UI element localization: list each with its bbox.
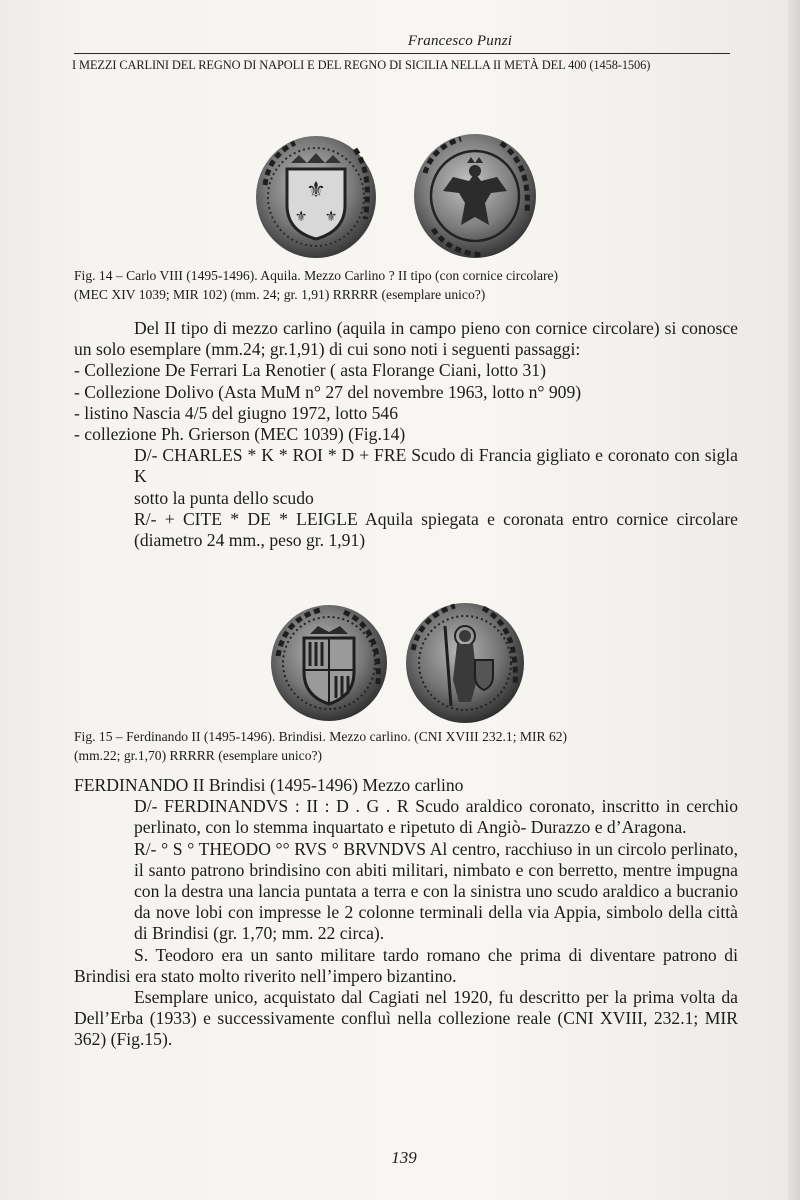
svg-text:⚜: ⚜ [306,178,326,203]
provenance-item: - collezione Ph. Grierson (MEC 1039) (Fig.14) [74,424,406,445]
fig15-caption-line1: Fig. 15 – Ferdinando II (1495-1496). Brindisi. Mezzo carlino. (CNI XVIII 232.1; MIR 62) [74,729,568,744]
fig15-caption-line2: (mm.22; gr.1,70) RRRRR (esemplare unico?) [74,748,323,763]
page-number: 139 [391,1148,417,1167]
fig15-caption [74,727,734,765]
section2-note: S. Teodoro era un santo militare tardo romano che prima di diventare patrono di Brindisi era stato molto riverito nell’impero bizantino. [74,944,738,986]
provenance-item: - listino Nascia 4/5 del giugno 1972, lotto 546 [74,402,398,423]
page-edge [788,0,800,1200]
fig15-reverse-description: R/- ° S ° THEODO °° RVS ° BRVNDVS Al centro, racchiuso in un circolo perlinato, il santo patrono brindisino con abiti militari, nimbato e con berretto, mentre impugna con la destra una lancia puntata a terra e con la sinistra uno scudo araldico a bucranio da nove lobi con impresse le 2 colonne terminali della via Appia, simbolo della città di Brindisi (gr. 1,70; mm. 22 circa). [134,838,738,944]
section1-paragraph: Del II tipo di mezzo carlino (aquila in campo pieno con cornice circolare) si conosce un solo esemplare (mm.24; gr.1,91) di cui sono noti i seguenti passaggi: [74,318,738,360]
fig14-obverse-description: D/- CHARLES * K * ROI * D + FRE Scudo di Francia gigliato e coronato con sigla K [134,445,738,487]
fig14-caption [74,266,734,304]
section2-closing: Esemplare unico, acquistato dal Cagiati nel 1920, fu descritto per la prima volta da Dell’Erba (1933) e successivamente confluì nella collezione reale (CNI XVIII, 232.1; MIR 362) (Fig.15). [74,987,738,1050]
provenance-item: - Collezione De Ferrari La Renotier ( asta Florange Ciani, lotto 31) [74,360,546,381]
running-title: I MEZZI CARLINI DEL REGNO DI NAPOLI E DEL REGNO DI SICILIA NELLA II METÀ DEL 400 (1458-1506) [72,58,651,72]
fig15-obverse-description: D/- FERDINANDVS : II : D . G . R Scudo araldico coronato, inscritto in cerchio perlinato, con lo stemma inquartato e ripetuto di Angiò- Durazzo e d’Aragona. [134,796,738,838]
running-author: Francesco Punzi [407,33,513,49]
section2-body [74,775,738,1051]
fig14-obverse-coin-image [255,135,377,259]
fig14-caption-line1: Fig. 14 – Carlo VIII (1495-1496). Aquila. Mezzo Carlino ? II tipo (con cornice circolare) [74,268,559,283]
fig14-reverse-description: R/- + CITE * DE * LEIGLE Aquila spiegata e coronata entro cornice circolare (diametro 24 mm., peso gr. 1,91) [134,508,738,551]
svg-text:⚜: ⚜ [294,209,308,225]
fig14-reverse-coin-image [413,133,537,259]
provenance-item: - Collezione Dolivo (Asta MuM n° 27 del novembre 1963, lotto n° 909) [74,381,582,402]
fig14-obverse-description-tail: sotto la punta dello scudo [134,487,314,508]
section2-heading: FERDINANDO II Brindisi (1495-1496) Mezzo carlino [74,775,464,795]
fig15-obverse-coin-image [270,604,388,722]
header-rule [74,53,730,54]
fig15-reverse-coin-image [405,602,525,724]
fig14-caption-line2: (MEC XIV 1039; MIR 102) (mm. 24; gr. 1,91) RRRRR (esemplare unico?) [74,287,486,302]
section1-body [74,318,738,551]
svg-text:⚜: ⚜ [324,209,338,225]
